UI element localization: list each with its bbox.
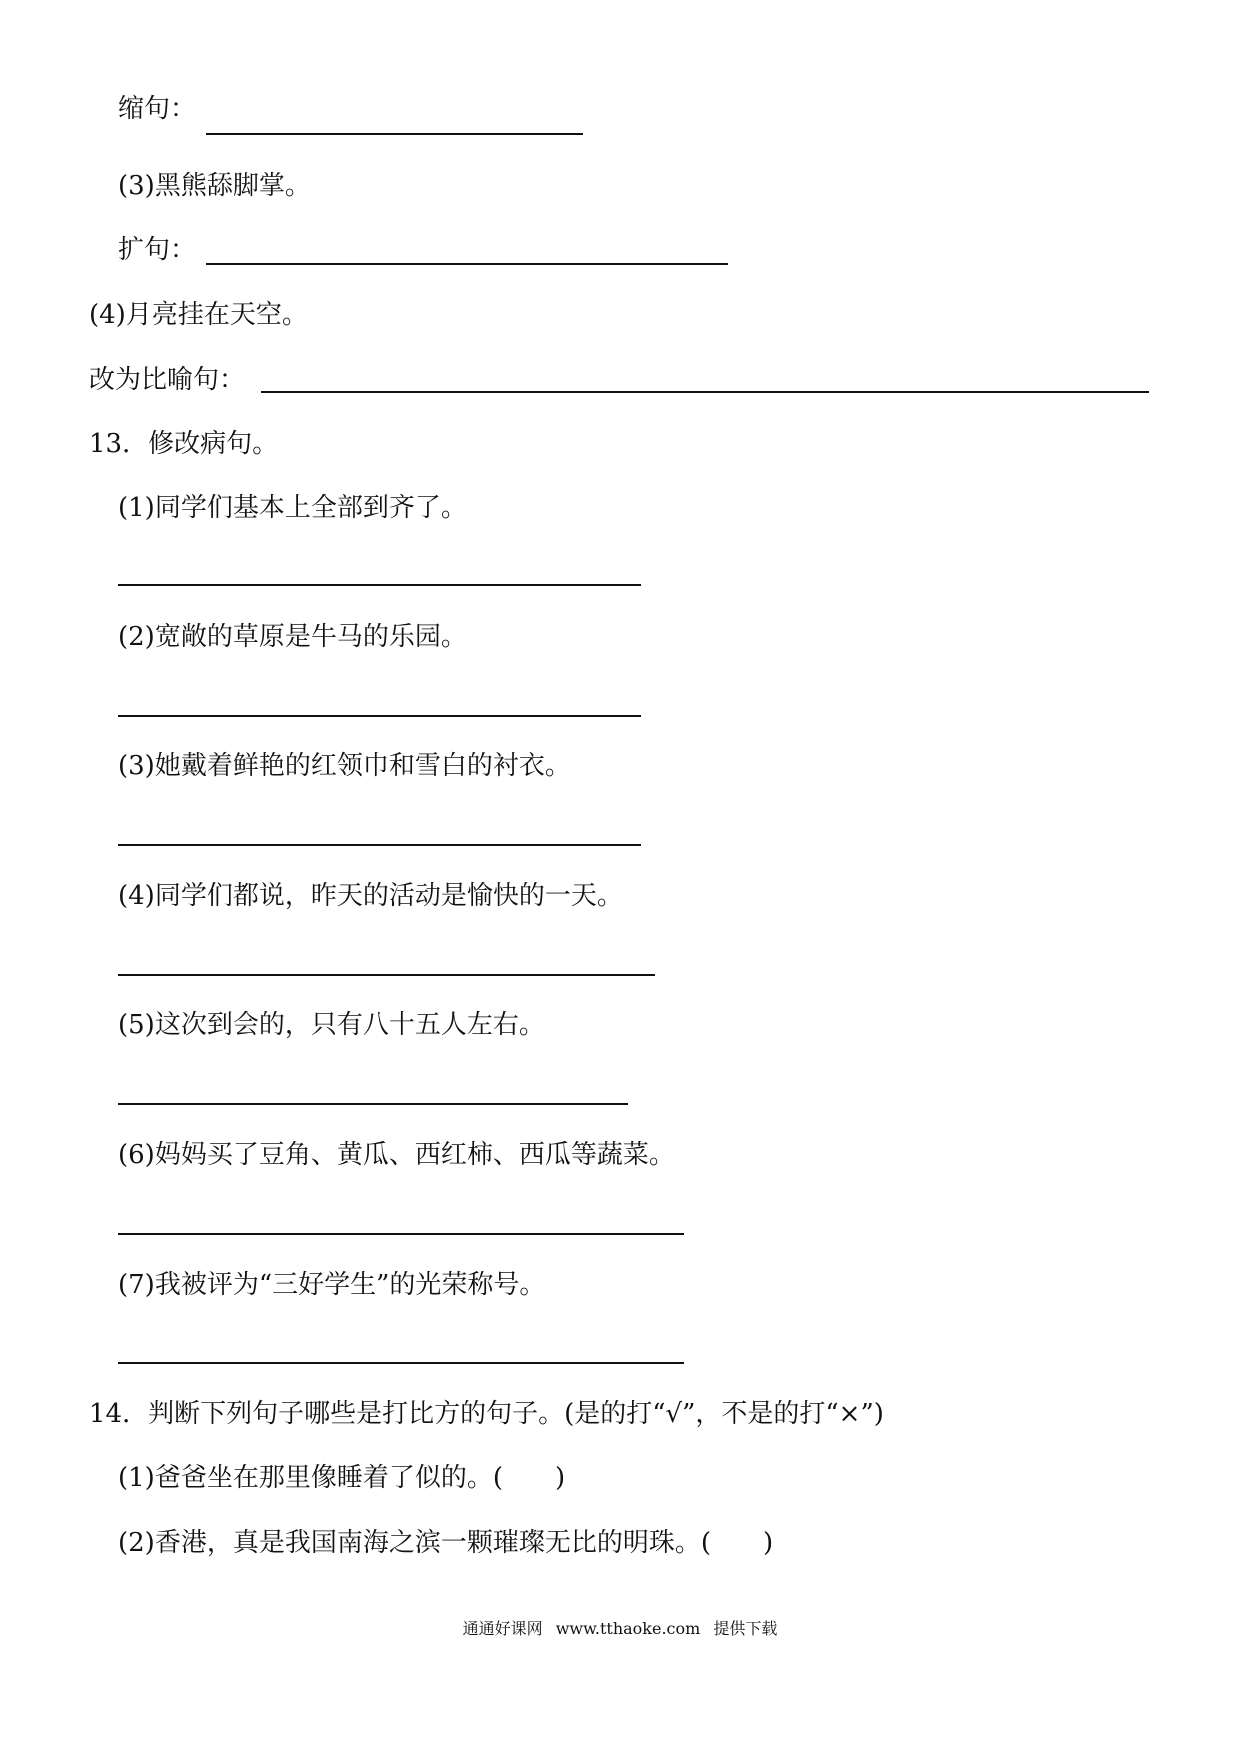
shorten-label: 缩句：	[118, 94, 197, 124]
item-4-sentence: (4)月亮挂在天空。	[89, 300, 308, 330]
section-13-item-7: (7)我被评为“三好学生”的光荣称号。	[118, 1270, 546, 1300]
metaphor-label: 改为比喻句：	[89, 365, 246, 395]
expand-label: 扩句：	[118, 235, 197, 265]
footer-url[interactable]: www.tthaoke.com	[555, 1619, 701, 1638]
expand-answer-blank[interactable]	[206, 263, 728, 265]
section-13-item-3: (3)她戴着鲜艳的红领巾和雪白的衬衣。	[118, 751, 571, 781]
section-13-answer-blank-5[interactable]	[118, 1103, 628, 1105]
page-footer	[0, 1618, 1240, 1640]
footer-site-name: 通通好课网	[462, 1619, 543, 1638]
section-14-item-2: (2)香港，真是我国南海之滨一颗璀璨无比的明珠。( )	[118, 1528, 774, 1558]
section-13-title: 13．修改病句。	[89, 429, 279, 459]
section-13-item-4: (4)同学们都说，昨天的活动是愉快的一天。	[118, 881, 623, 911]
section-13-item-1: (1)同学们基本上全部到齐了。	[118, 493, 467, 523]
footer-suffix: 提供下载	[713, 1619, 778, 1638]
section-13-answer-blank-6[interactable]	[118, 1233, 684, 1235]
section-13-answer-blank-1[interactable]	[118, 584, 641, 586]
section-13-answer-blank-4[interactable]	[118, 974, 655, 976]
shorten-answer-blank[interactable]	[206, 133, 583, 135]
item-3-sentence: (3)黑熊舔脚掌。	[118, 171, 311, 201]
section-13-item-5: (5)这次到会的，只有八十五人左右。	[118, 1010, 545, 1040]
section-13-item-6: (6)妈妈买了豆角、黄瓜、西红柿、西瓜等蔬菜。	[118, 1140, 675, 1170]
section-13-answer-blank-3[interactable]	[118, 844, 641, 846]
section-14-title: 14．判断下列句子哪些是打比方的句子。(是的打“√”，不是的打“×”)	[89, 1399, 884, 1429]
section-13-item-2: (2)宽敞的草原是牛马的乐园。	[118, 622, 467, 652]
section-13-answer-blank-7[interactable]	[118, 1362, 684, 1364]
section-14-item-1: (1)爸爸坐在那里像睡着了似的。( )	[118, 1463, 566, 1493]
metaphor-answer-blank[interactable]	[261, 391, 1149, 393]
section-13-answer-blank-2[interactable]	[118, 715, 641, 717]
